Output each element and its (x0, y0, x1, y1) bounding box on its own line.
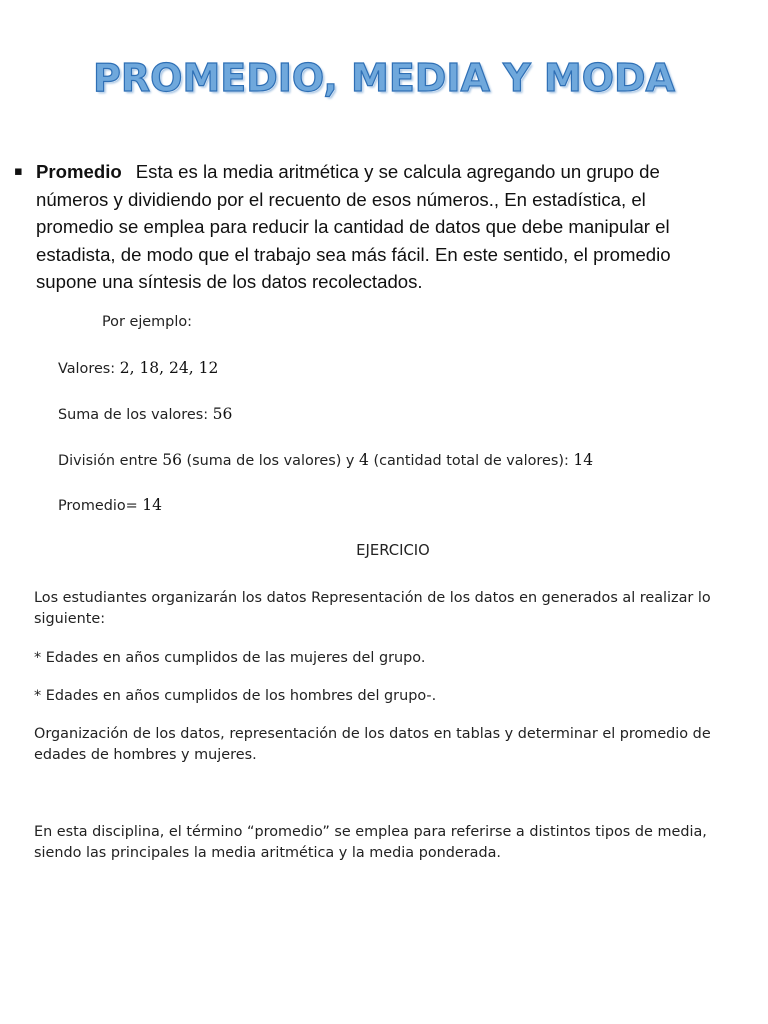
example-values-line (58, 359, 218, 377)
values-list: 2, 18, 24, 12 (119, 359, 219, 377)
sum-value: 56 (212, 405, 233, 423)
definition-paragraph (36, 158, 726, 296)
values-label: Valores: (58, 361, 120, 377)
bullet-marker: ▪ (14, 164, 23, 179)
example-division-line (58, 451, 593, 469)
exercise-item-2: * Edades en años cumplidos de los hombres del grupo-. (34, 688, 437, 704)
example-intro: Por ejemplo: (102, 314, 192, 330)
division-count: 4 (359, 451, 369, 469)
division-middle: (suma de los valores) y (181, 453, 359, 469)
example-sum-line (58, 405, 232, 423)
definition-text: Esta es la media aritmética y se calcula agregando un grupo de números y dividiendo por el recuento de esos números., En estadística, el promedio se emplea para reducir la cantidad de datos que debe manipular el estadista, de modo que el trabajo sea más fácil. En este sentido, el promedio supone una síntesis de los datos recolectados. (36, 161, 671, 292)
exercise-heading: EJERCICIO (356, 542, 430, 559)
division-suffix: (cantidad total de valores): (368, 453, 574, 469)
closing-paragraph: En esta disciplina, el término “promedio” se emplea para referirse a distintos tipos de media, siendo las principales la media aritmética y la media ponderada. (34, 824, 707, 861)
average-value: 14 (142, 496, 163, 514)
page-title: PROMEDIO, MEDIA Y MODA (93, 56, 675, 100)
division-result: 14 (573, 451, 594, 469)
definition-bullet-item (14, 158, 726, 296)
exercise-paragraph-1: Los estudiantes organizarán los datos Representación de los datos en generados al realizar lo siguiente: (34, 590, 711, 627)
division-prefix: División entre (58, 453, 163, 469)
definition-term: Promedio (36, 161, 122, 182)
example-average-line (58, 496, 162, 514)
exercise-paragraph-2: Organización de los datos, representación de los datos en tablas y determinar el promedio de edades de hombres y mujeres. (34, 726, 711, 763)
division-number: 56 (162, 451, 182, 469)
average-label: Promedio= (58, 498, 143, 514)
exercise-item-1: * Edades en años cumplidos de las mujeres del grupo. (34, 650, 426, 666)
sum-label: Suma de los valores: (58, 407, 213, 423)
